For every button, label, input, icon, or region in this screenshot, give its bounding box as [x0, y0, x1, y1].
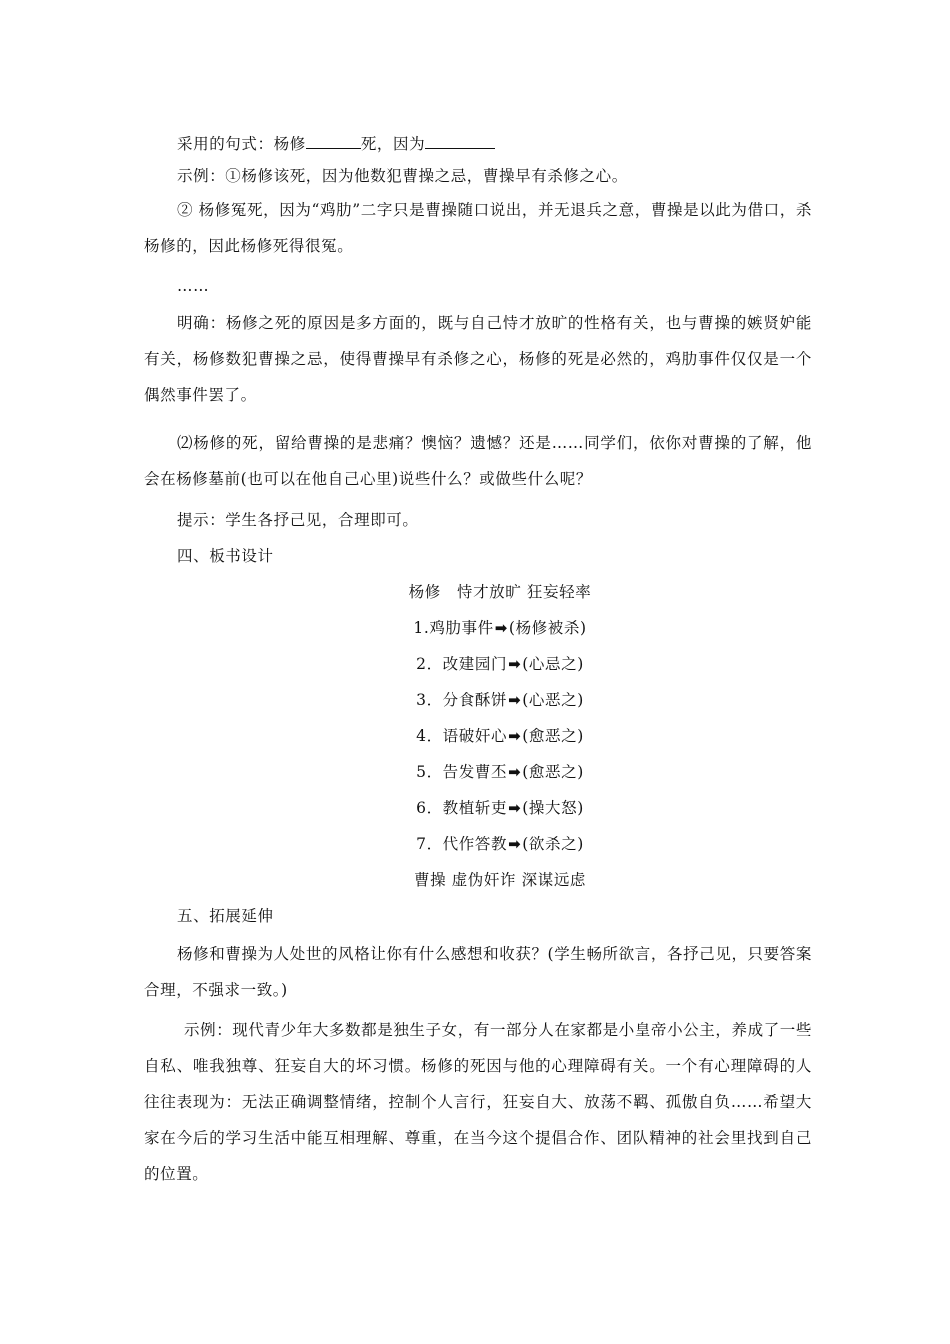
right-arrow-icon: ➡ — [508, 835, 522, 853]
board-item: 5．告发曹丕➡(愈恶之) — [144, 754, 856, 790]
right-arrow-icon: ➡ — [508, 799, 522, 817]
extension-question: 杨修和曹操为人处世的风格让你有什么感想和收获？(学生畅所欲言，各抒己见，只要答案合理，不强求一致。) — [144, 945, 812, 999]
hint: 提示：学生各抒己见，合理即可。 — [177, 511, 419, 529]
example-2: ② 杨修冤死，因为“鸡肋”二字只是曹操随口说出，并无退兵之意，曹操是以此为借口，杀杨修的，因此杨修死得很冤。 — [144, 201, 812, 255]
blank-1 — [306, 134, 361, 149]
board-item: 3．分食酥饼➡(心恶之) — [144, 682, 856, 718]
board-item: 4．语破奸心➡(愈恶之) — [144, 718, 856, 754]
sentence-pattern-prefix: 采用的句式：杨修 — [177, 135, 306, 153]
question-2: ⑵杨修的死，留给曹操的是悲痛？懊恼？遗憾？还是……同学们，依你对曹操的了解，他会在杨修墓前(也可以在他自己心里)说些什么？或做些什么呢？ — [144, 434, 812, 488]
right-arrow-icon: ➡ — [508, 655, 522, 673]
blank-2 — [425, 134, 495, 149]
clarify-paragraph: 明确：杨修之死的原因是多方面的，既与自己恃才放旷的性格有关，也与曹操的嫉贤妒能有关，杨修数犯曹操之忌，使得曹操早有杀修之心，杨修的死是必然的，鸡肋事件仅仅是一个偶然事件罢了。 — [144, 314, 812, 404]
board-item: 7．代作答教➡(欲杀之) — [144, 826, 856, 862]
board-item: 6．教植斩吏➡(操大怒) — [144, 790, 856, 826]
right-arrow-icon: ➡ — [508, 763, 522, 781]
section-4-heading: 四、板书设计 — [177, 547, 274, 565]
example-1: 示例：①杨修该死，因为他数犯曹操之忌，曹操早有杀修之心。 — [177, 167, 628, 185]
board-header: 杨修 恃才放旷 狂妄轻率 — [408, 583, 592, 601]
section-5-heading: 五、拓展延伸 — [177, 907, 274, 925]
sentence-pattern — [144, 126, 812, 162]
right-arrow-icon: ➡ — [508, 727, 522, 745]
right-arrow-icon: ➡ — [508, 691, 522, 709]
extension-example: 示例：现代青少年大多数都是独生子女，有一部分人在家都是小皇帝小公主，养成了一些自私、唯我独尊、狂妄自大的坏习惯。杨修的死因与他的心理障碍有关。一个有心理障碍的人往往表现为：无法正确调整情绪，控制个人言行，狂妄自大、放荡不羁、孤傲自负……希望大家在今后的学习生活中能互相理解、尊重，在当今这个提倡合作、团队精神的社会里找到自己的位置。 — [144, 1021, 812, 1183]
right-arrow-icon: ➡ — [494, 619, 508, 637]
ellipsis: …… — [177, 277, 210, 295]
sentence-pattern-middle: 死，因为 — [360, 135, 426, 153]
board-item: 2．改建园门➡(心忌之) — [144, 646, 856, 682]
board-item: 1.鸡肋事件➡(杨修被杀) — [144, 610, 856, 646]
board-footer: 曹操 虚伪奸诈 深谋远虑 — [413, 871, 587, 889]
